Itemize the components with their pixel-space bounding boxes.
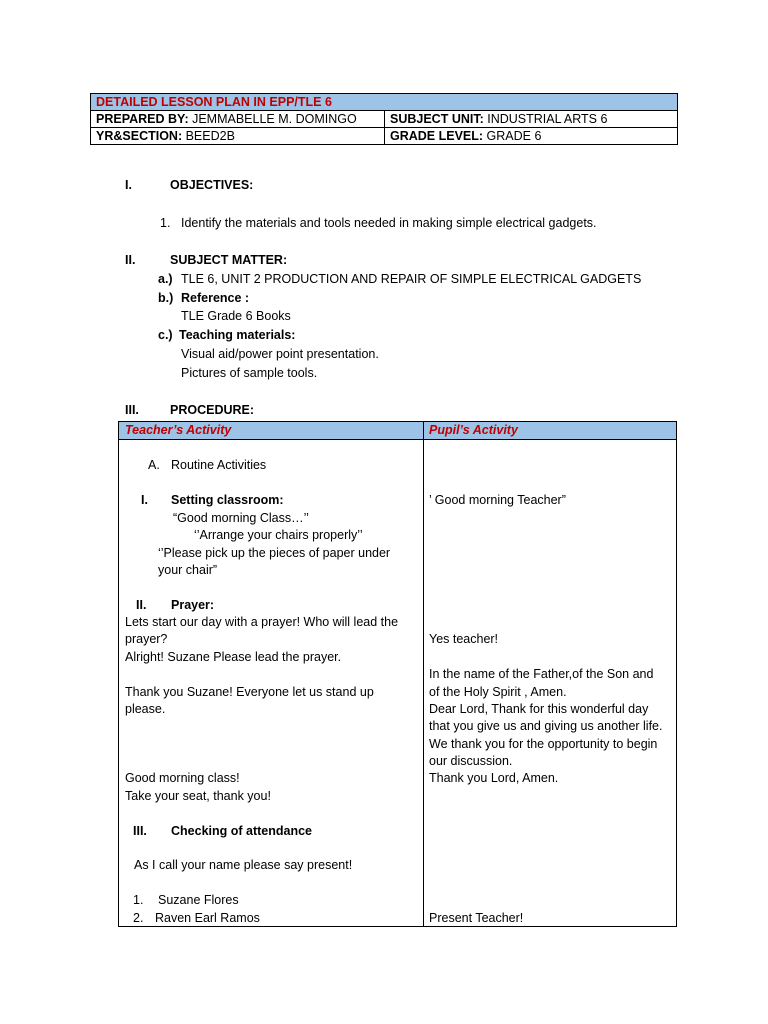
objective-item-number: 1. (160, 216, 171, 230)
attendance-numeral: III. (133, 824, 147, 838)
attendance-heading: Checking of attendance (171, 824, 312, 838)
pupil-activity-header: Pupil’s Activity (429, 423, 518, 437)
setting-line-2: ‘’Arrange your chairs properly’’ (194, 528, 363, 542)
setting-line-4: your chair” (158, 563, 218, 577)
subject-matter-heading: SUBJECT MATTER: (170, 253, 288, 267)
prepared-by-cell (91, 111, 385, 128)
objective-item-text: Identify the materials and tools needed in making simple electrical gadgets. (181, 216, 597, 230)
routine-text: Routine Activities (171, 458, 267, 472)
subject-c-detail-2: Pictures of sample tools. (181, 366, 318, 380)
grade-level-cell (385, 128, 678, 145)
student-1-number: 1. (133, 893, 144, 907)
prayer-numeral: II. (136, 598, 147, 612)
subject-c-detail-1: Visual aid/power point presentation. (181, 347, 379, 361)
subject-a-text: TLE 6, UNIT 2 PRODUCTION AND REPAIR OF SIMPLE ELECTRICAL GADGETS (181, 272, 642, 286)
pupil-prayer-line-3: Dear Lord, Thank for this wonderful day (429, 702, 649, 716)
prepared-by-value: JEMMABELLE M. DOMINGO (188, 112, 357, 126)
setting-line-3: ‘’Please pick up the pieces of paper under (158, 546, 391, 560)
grade-level-value: GRADE 6 (483, 129, 542, 143)
teacher-prayer-line-2: prayer? (125, 632, 168, 646)
pupil-prayer-line-1: In the name of the Father,of the Son and (429, 667, 654, 681)
pupil-prayer-line-7: Thank you Lord, Amen. (429, 771, 559, 785)
setting-heading: Setting classroom: (171, 493, 284, 507)
student-2-name: Raven Earl Ramos (155, 911, 260, 925)
yr-section-label: YR&SECTION: (96, 129, 183, 143)
subject-unit-label: SUBJECT UNIT: (390, 112, 484, 126)
prayer-heading: Prayer: (171, 598, 215, 612)
teacher-greet-line-2: Take your seat, thank you! (125, 789, 271, 803)
setting-line-1: “Good morning Class…’’ (173, 511, 309, 525)
subject-b-label: b.) (158, 291, 174, 305)
pupil-present: Present Teacher! (429, 911, 524, 925)
teacher-prayer-line-4: Thank you Suzane! Everyone let us stand up (125, 685, 374, 699)
objectives-numeral: I. (125, 178, 132, 192)
teacher-prayer-line-1: Lets start our day with a prayer! Who will lead the (125, 615, 399, 629)
student-2-number: 2. (133, 911, 144, 925)
teacher-activity-header: Teacher’s Activity (125, 423, 232, 437)
subject-b-text: Reference : (181, 291, 250, 305)
pupil-prayer-line-5: We thank you for the opportunity to begin (429, 737, 658, 751)
objectives-heading: OBJECTIVES: (170, 178, 254, 192)
teacher-greet-line-1: Good morning class! (125, 771, 240, 785)
teacher-prayer-line-3: Alright! Suzane Please lead the prayer. (125, 650, 342, 664)
subject-a-label: a.) (158, 272, 173, 286)
pupil-greet: ’ Good morning Teacher” (429, 493, 566, 507)
subject-matter-numeral: II. (125, 253, 136, 267)
subject-unit-cell (385, 111, 678, 128)
routine-label: A. (148, 458, 160, 472)
subject-c-label: c.) (158, 328, 173, 342)
student-1-name: Suzane Flores (158, 893, 239, 907)
yr-section-value: BEED2B (182, 129, 235, 143)
prepared-by-label: PREPARED BY: (96, 112, 189, 126)
grade-level-label: GRADE LEVEL: (390, 129, 484, 143)
subject-c-text: Teaching materials: (179, 328, 296, 342)
subject-b-detail: TLE Grade 6 Books (181, 309, 291, 323)
subject-unit-value: INDUSTRIAL ARTS 6 (483, 112, 608, 126)
procedure-numeral: III. (125, 403, 139, 417)
lesson-header-table (90, 93, 678, 145)
teacher-prayer-line-5: please. (125, 702, 166, 716)
pupil-yes: Yes teacher! (429, 632, 499, 646)
lesson-plan-title: DETAILED LESSON PLAN IN EPP/TLE 6 (91, 94, 678, 111)
yr-section-cell (91, 128, 385, 145)
pupil-prayer-line-4: that you give us and giving us another life. (429, 719, 663, 733)
column-divider (423, 422, 424, 926)
pupil-prayer-line-6: our discussion. (429, 754, 513, 768)
attendance-instruction: As I call your name please say present! (134, 858, 353, 872)
procedure-heading: PROCEDURE: (170, 403, 255, 417)
pupil-prayer-line-2: of the Holy Spirit , Amen. (429, 685, 567, 699)
setting-numeral: I. (141, 493, 148, 507)
